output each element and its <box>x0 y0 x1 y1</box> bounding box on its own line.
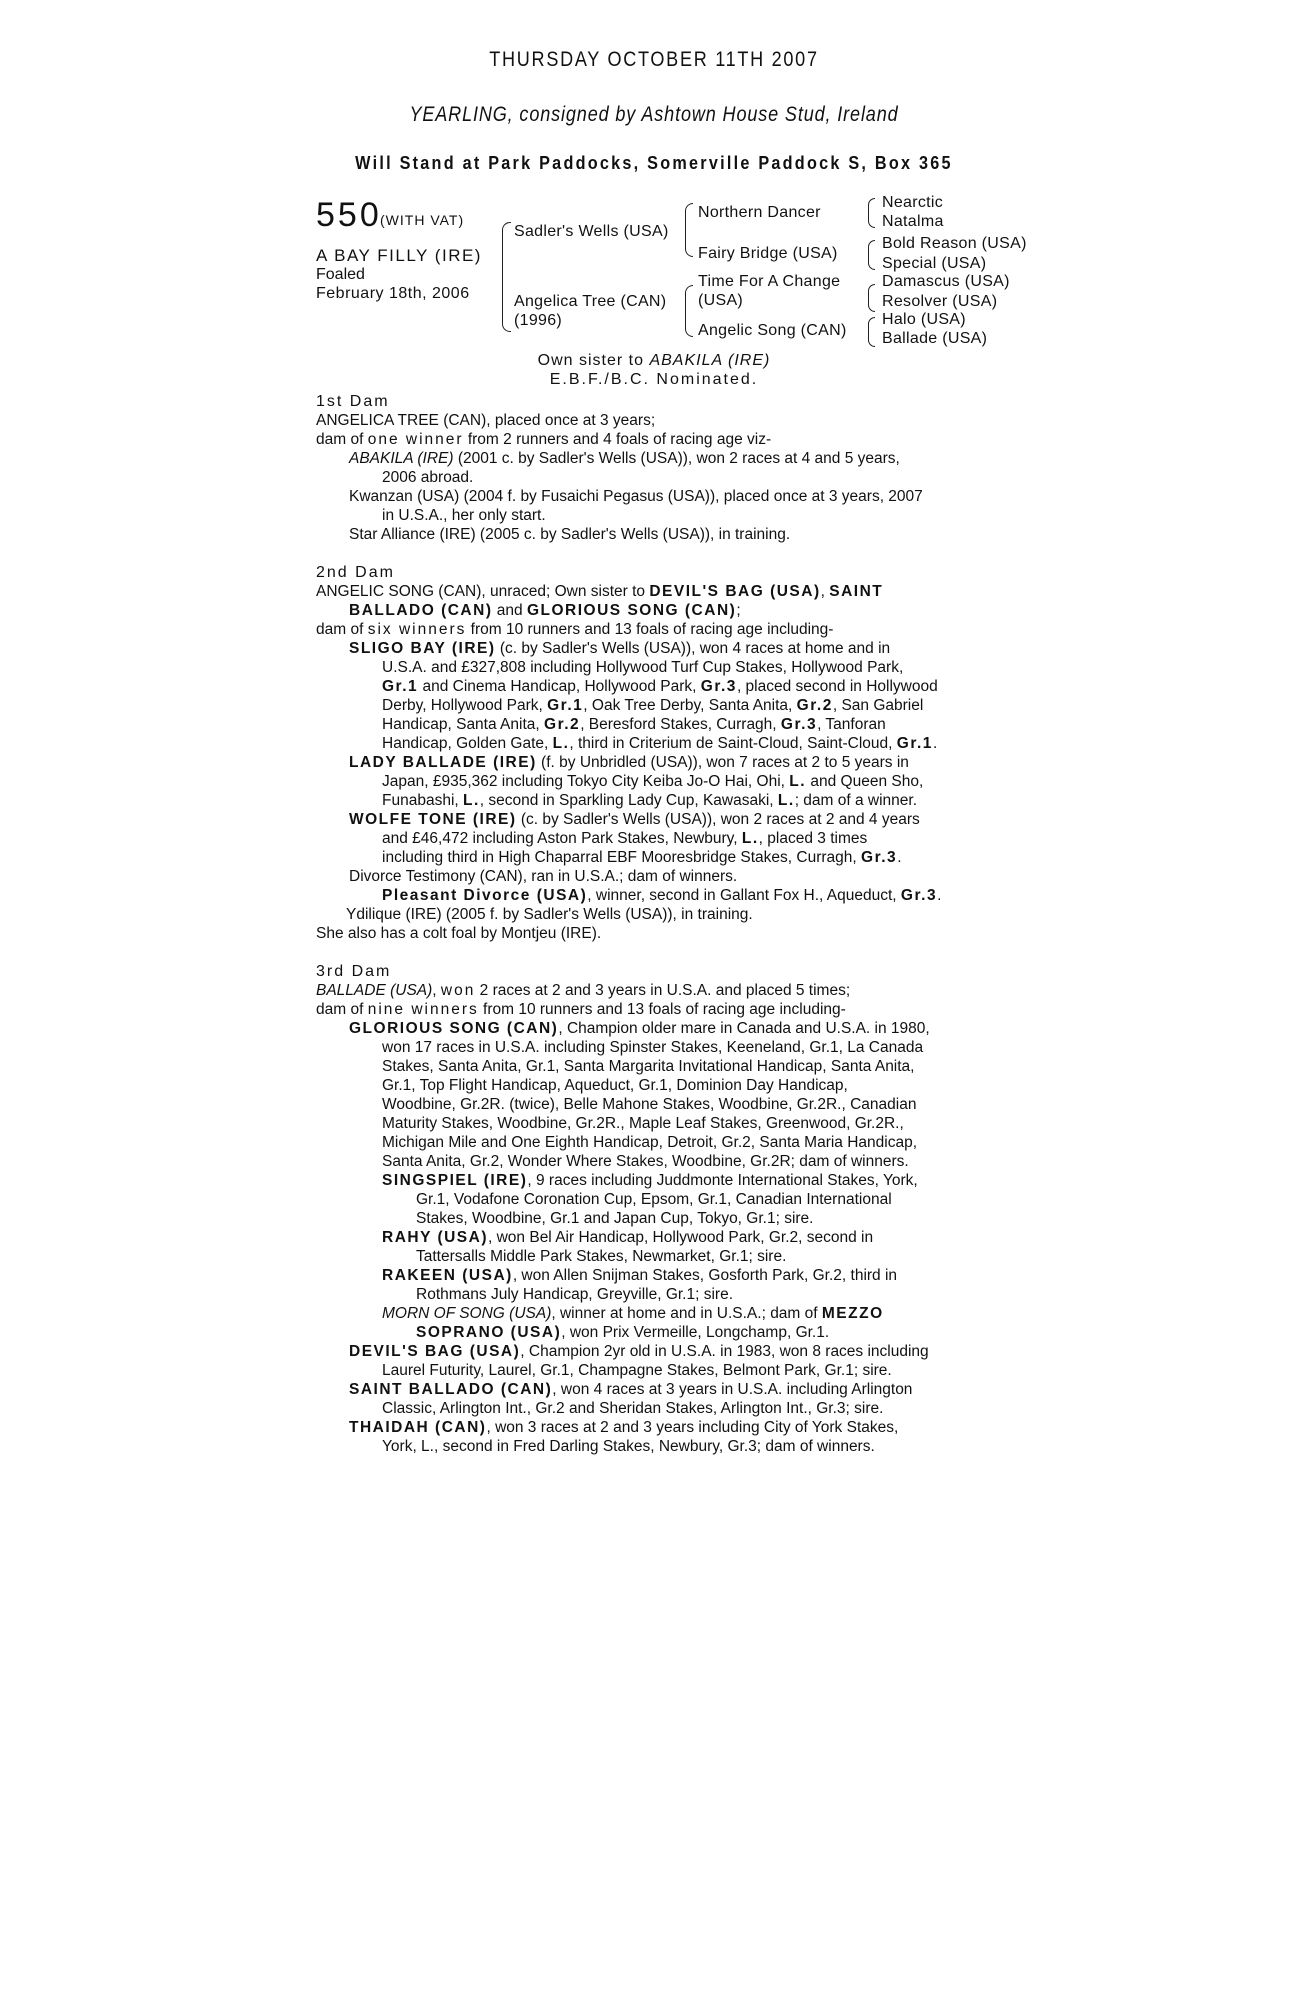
pedigree-dss: Damascus (USA) <box>882 273 1010 290</box>
pedigree-dam-sire-2: (USA) <box>698 292 744 309</box>
pedigree-dsd: Resolver (USA) <box>882 293 998 310</box>
pedigree-sire: Sadler's Wells (USA) <box>514 223 669 240</box>
pedigree-brace-dd <box>868 317 875 347</box>
nomination-note: E.B.F./B.C. Nominated. <box>549 371 759 388</box>
own-sister-note: Own sister to ABAKILA (IRE) <box>537 352 771 369</box>
sale-date: THURSDAY OCTOBER 11TH 2007 <box>489 48 819 71</box>
stand-location: Will Stand at Park Paddocks, Somerville Paddock S, Box 365 <box>355 153 953 173</box>
pedigree-brace-ds <box>868 284 875 312</box>
pedigree-dam-dam: Angelic Song (CAN) <box>698 322 847 339</box>
pedigree-sdd: Special (USA) <box>882 255 987 272</box>
third-dam-heading: 3rd Dam <box>316 963 392 980</box>
first-dam-heading: 1st Dam <box>316 393 390 410</box>
pedigree-dam: Angelica Tree (CAN) <box>514 293 667 310</box>
foaled-label: Foaled <box>316 266 365 283</box>
vat-note: (WITH VAT) <box>380 212 465 228</box>
pedigree-sire-dam: Fairy Bridge (USA) <box>698 245 838 262</box>
pedigree-brace-sire <box>685 203 693 257</box>
lot-number: 550 <box>316 196 382 234</box>
foaled-date: February 18th, 2006 <box>316 285 470 302</box>
pedigree-dam-sire: Time For A Change <box>698 273 841 290</box>
horse-description: A BAY FILLY (IRE) <box>316 246 482 265</box>
pedigree-sss: Nearctic <box>882 194 944 211</box>
consignment-line: YEARLING, consigned by Ashtown House Stud, Ireland <box>409 103 899 126</box>
pedigree-ddd: Ballade (USA) <box>882 330 988 347</box>
pedigree-brace-dam <box>685 285 693 337</box>
pedigree-dds: Halo (USA) <box>882 311 966 328</box>
pedigree-brace-sd <box>868 240 875 270</box>
pedigree-dam-year: (1996) <box>514 312 563 329</box>
second-dam-heading: 2nd Dam <box>316 564 395 581</box>
pedigree-brace-main <box>502 222 511 332</box>
pedigree-brace-ss <box>868 198 875 228</box>
pedigree-ssd: Natalma <box>882 213 944 230</box>
pedigree-sds: Bold Reason (USA) <box>882 235 1027 252</box>
pedigree-sire-sire: Northern Dancer <box>698 204 821 221</box>
dam-history: 1st Dam ANGELICA TREE (CAN), placed once at 3 years; dam of one winner from 2 runners and 4 foals of racing age viz- ABAKILA (IRE) (2001 c. by Sadler's Wells (USA)), won 2 races at 4 and 5 years, 2006 abroad. Kwanzan (USA) (2004 f. by Fusaichi Pegasus (USA)), placed once at 3 years, 2007 in U.S.A., her only start. Star Alliance (IRE) (2005 c. by Sadler's Wells (USA)), in training. 2nd Dam ANGELIC SONG (CAN), unraced; Own sister to DEVIL'S BAG (USA), SAINT BALLADO (CAN) and GLORIOUS SONG (CAN); dam of six winners from 10 runners and 13 foals of racing age including- SLIGO BAY (IRE) (c. by Sadler's Wells (USA)), won 4 races at home and in U.S.A. and £327,808 including Hollywood Turf Cup Stakes, Hollywood Park, Gr.1 and Cinema Handicap, Hollywood Park, Gr.3, placed second in Hollywood Derby, Hollywood Park, Gr.1, Oak Tree Derby, Santa Anita, Gr.2, San Gabriel Handicap, Santa Anita, Gr.2, Beresford Stakes, Curragh, Gr.3, Tanforan Handicap, Golden Gate, L., third in Criterium de Saint-Cloud, Saint-Cloud, Gr.1. LADY BALLADE (IRE) (f. by Unbridled (USA)), won 7 races at 2 to 5 years in Japan, £935,362 including Tokyo City Keiba Jo-O Hai, Ohi, L. and Queen Sho, Funabashi, L., second in Sparkling Lady Cup, Kawasaki, L.; dam of a winner. WOLFE TONE (IRE) (c. by Sadler's Wells (USA)), won 2 races at 2 and 4 years and £46,472 including Aston Park Stakes, Newbury, L., placed 3 times including third in High Chaparral EBF Mooresbridge Stakes, Curragh, Gr.3. Divorce Testimony (CAN), ran in U.S.A.; dam of winners. Pleasant Divorce (USA), winner, second in Gallant Fox H., Aqueduct, Gr.3. Ydilique (IRE) (2005 f. by Sadler's Wells (USA)), in training. She also has a colt foal by Montjeu (IRE). 3rd Dam BALLADE (USA), won 2 races at 2 and 3 years in U.S.A. and placed 5 times; dam of nine winners from 10 runners and 13 foals of racing age including- GLORIOUS SONG (CAN), Champion older mare in Canada and U.S.A. in 1980, won 17 races in U.S.A. including Spinster Stakes, Keeneland, Gr.1, La Canada Stakes, Santa Anita, Gr.1, Santa Margarita Invitational Handicap, Santa Anita, Gr.1, Top Flight Handicap, Aqueduct, Gr.1, Dominion Day Handicap, Woodbine, Gr.2R. (twice), Belle Mahone Stakes, Woodbine, Gr.2R., Canadian Maturity Stakes, Woodbine, Gr.2R., Maple Leaf Stakes, Greenwood, Gr.2R., Michigan Mile and One Eighth Handicap, Detroit, Gr.2, Santa Maria Handicap, Santa Anita, Gr.2, Wonder Where Stakes, Woodbine, Gr.2R; dam of winners. SINGSPIEL (IRE), 9 races including Juddmonte International Stakes, York, Gr.1, Vodafone Coronation Cup, Epsom, Gr.1, Canadian International Stakes, Woodbine, Gr.1 and Japan Cup, Tokyo, Gr.1; sire. RAHY (USA), won Bel Air Handicap, Hollywood Park, Gr.2, second in Tattersalls Middle Park Stakes, Newmarket, Gr.1; sire. RAKEEN (USA), won Allen Snijman Stakes, Gosforth Park, Gr.2, third in Rothmans July Handicap, Greyville, Gr.1; sire. MORN OF SONG (USA), winner at home and in U.S.A.; dam of MEZZO SOPRANO (USA), won Prix Vermeille, Longchamp, Gr.1. DEVIL'S BAG (USA), Champion 2yr old in U.S.A. in 1983, won 8 races including Laurel Futurity, Laurel, Gr.1, Champagne Stakes, Belmont Park, Gr.1; sire. SAINT BALLADO (CAN), won 4 races at 3 years in U.S.A. including Arlington Classic, Arlington Int., Gr.2 and Sheridan Stakes, Arlington Int., Gr.3; sire. THAIDAH (CAN), won 3 races at 2 and 3 years including City of York Stakes, York, L., second in Fred Darling Stakes, Newbury, Gr.3; dam of winners. <box>316 392 1006 1456</box>
